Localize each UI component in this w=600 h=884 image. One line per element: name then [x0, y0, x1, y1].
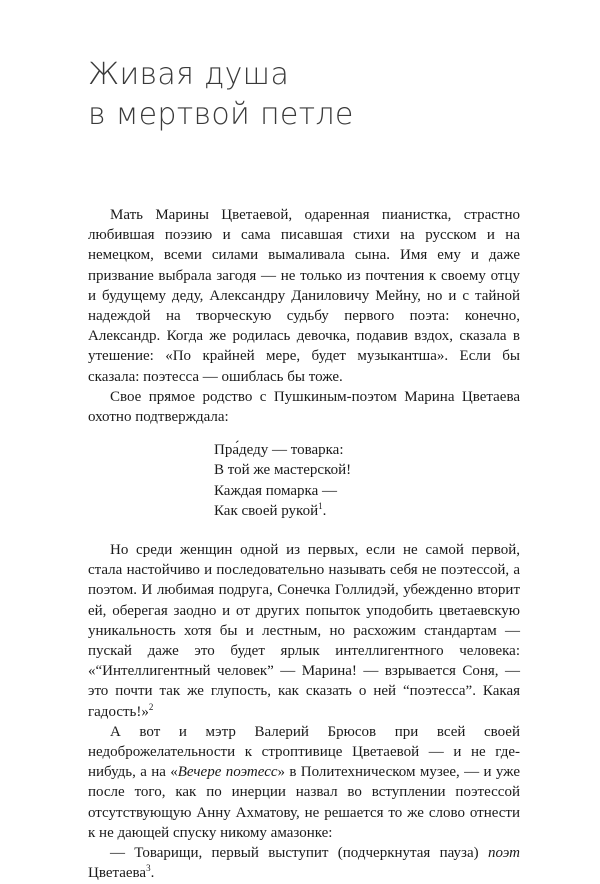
footnote-ref-1: 1	[318, 500, 323, 511]
poem-quote	[214, 440, 520, 521]
paragraph-4-text-b: » в Политехническом музее, — и уже после того, как по инерции назвал во вступлении поэтессой отсутствующую Анну Ахматову, не решается то же слово отнести к не дающей спуску никому амазонке:	[88, 764, 520, 841]
poem-line-2: В той же мастерской!	[214, 462, 352, 479]
paragraph-5-italic: поэт	[487, 845, 520, 862]
poem-line-4-text: Как своей рукой	[214, 502, 319, 519]
paragraph-5-text-a: — Товарищи, первый выступит (подчеркнутая пауза)	[110, 845, 488, 862]
paragraph-4-italic: Вечере поэтесс	[177, 764, 278, 781]
chapter-title-line-2: в мертвой петле	[88, 97, 354, 132]
paragraph-5	[88, 843, 520, 883]
chapter-title	[88, 55, 354, 135]
paragraph-1: Мать Марины Цветаевой, одаренная пианистка, страстно любившая поэзию и сама писавшая стихи на русском и на немецком, всеми силами вымаливала сына. Имя ему и даже призвание выбрала загодя — не только из почтения к своему отцу и будущему деду, Александру Даниловичу Мейну, но и с тайной надеждой на творческую судьбу первого поэта: конечно, Александр. Когда же родилась девочка, подавив вздох, сказала в утешение: «По крайней мере, будет музыкантша». Если бы сказала: поэтесса — ошиблась бы тоже.	[88, 207, 520, 385]
footnote-ref-3: 3	[146, 863, 151, 874]
chapter-body	[88, 205, 520, 884]
paragraph-4-text-a: А вот и мэтр Валерий Брюсов при всей своей недоброжелательности к строптивице Цветаевой — и не где-нибудь, а на «	[88, 723, 520, 781]
paragraph-3	[88, 540, 520, 722]
paragraph-2: Свое прямое родство с Пушкиным-поэтом Марина Цветаева охотно подтверждала:	[88, 388, 520, 426]
poem-line-4-end: .	[322, 502, 327, 519]
poem-line-4	[214, 501, 520, 521]
paragraph-4	[88, 722, 520, 843]
paragraph-5-text-b: Цветаева	[88, 865, 147, 882]
poem-line-1: Пра́деду — товарка:	[214, 442, 344, 459]
chapter-title-line-1: Живая душа	[88, 57, 290, 92]
footnote-ref-2: 2	[148, 701, 154, 712]
poem-line-3: Каждая помарка —	[214, 482, 338, 499]
paragraph-5-end: .	[150, 865, 155, 882]
paragraph-3-text: Но среди женщин одной из первых, если не самой первой, стала настойчиво и последовательно называть себя не поэтессой, а поэтом. И любимая подруга, Сонечка Голлидэй, убежденно вторит ей, оберегая заодно и от других попыток уподобить цветаевскую уникальность хотя бы и лестным, но расхожим стандартам — пускай даже это будет ярлык интеллигентного человека: «“Интеллигентный человек” — Марина! — взрывается Соня, — это почти так же глупость, как сказать о ней “поэтесса”. Какая гадость!»	[88, 542, 520, 720]
